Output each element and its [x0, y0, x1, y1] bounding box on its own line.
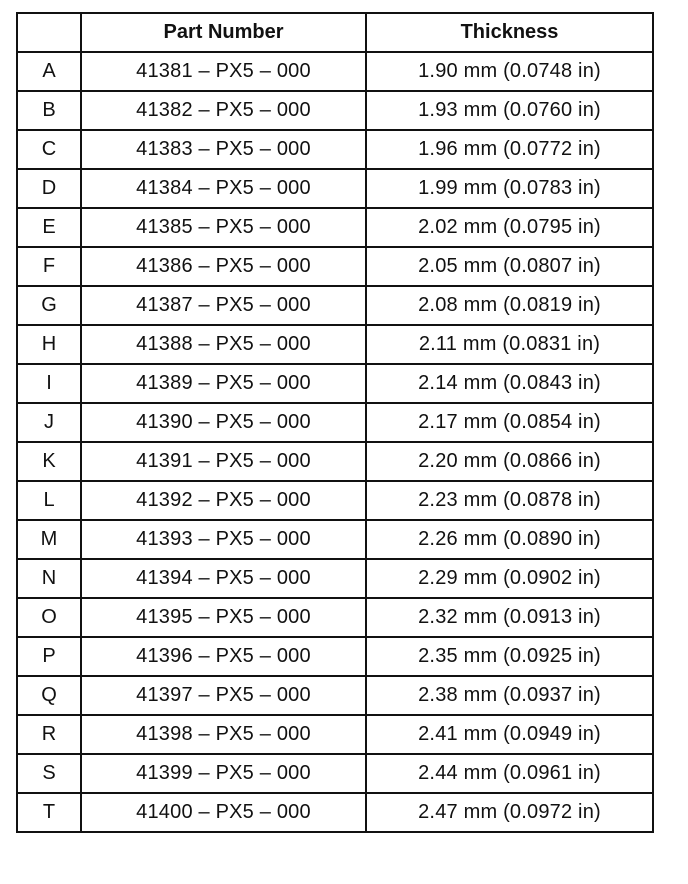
row-letter-cell: K — [17, 442, 81, 481]
part-number-cell: 41382 – PX5 – 000 — [81, 91, 366, 130]
table-row — [17, 520, 653, 559]
row-letter-cell: E — [17, 208, 81, 247]
part-number-cell: 41393 – PX5 – 000 — [81, 520, 366, 559]
table-row — [17, 754, 653, 793]
row-letter-cell: N — [17, 559, 81, 598]
thickness-cell: 2.02 mm (0.0795 in) — [366, 208, 653, 247]
thickness-cell: 1.93 mm (0.0760 in) — [366, 91, 653, 130]
row-letter-cell: Q — [17, 676, 81, 715]
table-body — [17, 52, 653, 832]
part-number-cell: 41399 – PX5 – 000 — [81, 754, 366, 793]
row-letter-cell: A — [17, 52, 81, 91]
thickness-cell: 2.29 mm (0.0902 in) — [366, 559, 653, 598]
column-header-thickness: Thickness — [366, 13, 653, 52]
row-letter-cell: L — [17, 481, 81, 520]
table-row — [17, 676, 653, 715]
row-letter-cell: D — [17, 169, 81, 208]
thickness-cell: 2.17 mm (0.0854 in) — [366, 403, 653, 442]
part-number-cell: 41385 – PX5 – 000 — [81, 208, 366, 247]
row-letter-cell: S — [17, 754, 81, 793]
part-number-cell: 41397 – PX5 – 000 — [81, 676, 366, 715]
part-number-cell: 41383 – PX5 – 000 — [81, 130, 366, 169]
row-letter-cell: P — [17, 637, 81, 676]
table-row — [17, 169, 653, 208]
row-letter-cell: M — [17, 520, 81, 559]
table-row — [17, 52, 653, 91]
row-letter-cell: J — [17, 403, 81, 442]
table-row — [17, 364, 653, 403]
thickness-cell: 2.47 mm (0.0972 in) — [366, 793, 653, 832]
thickness-cell: 2.08 mm (0.0819 in) — [366, 286, 653, 325]
table-row — [17, 637, 653, 676]
thickness-cell: 2.05 mm (0.0807 in) — [366, 247, 653, 286]
table-row — [17, 325, 653, 364]
row-letter-cell: I — [17, 364, 81, 403]
shim-thickness-table — [16, 12, 654, 833]
row-letter-cell: H — [17, 325, 81, 364]
row-letter-cell: C — [17, 130, 81, 169]
thickness-cell: 2.14 mm (0.0843 in) — [366, 364, 653, 403]
part-number-cell: 41388 – PX5 – 000 — [81, 325, 366, 364]
column-header-letter — [17, 13, 81, 52]
part-number-cell: 41395 – PX5 – 000 — [81, 598, 366, 637]
thickness-cell: 2.23 mm (0.0878 in) — [366, 481, 653, 520]
thickness-cell: 2.38 mm (0.0937 in) — [366, 676, 653, 715]
part-number-cell: 41396 – PX5 – 000 — [81, 637, 366, 676]
table-row — [17, 559, 653, 598]
row-letter-cell: R — [17, 715, 81, 754]
part-number-cell: 41386 – PX5 – 000 — [81, 247, 366, 286]
thickness-cell: 2.32 mm (0.0913 in) — [366, 598, 653, 637]
table-row — [17, 481, 653, 520]
part-number-cell: 41381 – PX5 – 000 — [81, 52, 366, 91]
table-row — [17, 715, 653, 754]
thickness-cell: 2.20 mm (0.0866 in) — [366, 442, 653, 481]
table-row — [17, 598, 653, 637]
thickness-cell: 2.41 mm (0.0949 in) — [366, 715, 653, 754]
part-number-cell: 41384 – PX5 – 000 — [81, 169, 366, 208]
thickness-cell: 1.96 mm (0.0772 in) — [366, 130, 653, 169]
table-row — [17, 793, 653, 832]
row-letter-cell: F — [17, 247, 81, 286]
table-row — [17, 130, 653, 169]
part-number-cell: 41387 – PX5 – 000 — [81, 286, 366, 325]
part-number-cell: 41389 – PX5 – 000 — [81, 364, 366, 403]
thickness-cell: 2.35 mm (0.0925 in) — [366, 637, 653, 676]
thickness-cell: 2.26 mm (0.0890 in) — [366, 520, 653, 559]
column-header-part-number: Part Number — [81, 13, 366, 52]
row-letter-cell: G — [17, 286, 81, 325]
row-letter-cell: B — [17, 91, 81, 130]
table-row — [17, 91, 653, 130]
table-row — [17, 403, 653, 442]
header-row — [17, 13, 653, 52]
table-row — [17, 208, 653, 247]
thickness-cell: 2.11 mm (0.0831 in) — [366, 325, 653, 364]
part-number-cell: 41394 – PX5 – 000 — [81, 559, 366, 598]
part-number-cell: 41400 – PX5 – 000 — [81, 793, 366, 832]
thickness-cell: 2.44 mm (0.0961 in) — [366, 754, 653, 793]
table-row — [17, 442, 653, 481]
part-number-cell: 41392 – PX5 – 000 — [81, 481, 366, 520]
part-number-cell: 41390 – PX5 – 000 — [81, 403, 366, 442]
table-row — [17, 286, 653, 325]
part-number-cell: 41391 – PX5 – 000 — [81, 442, 366, 481]
thickness-cell: 1.90 mm (0.0748 in) — [366, 52, 653, 91]
table-row — [17, 247, 653, 286]
row-letter-cell: T — [17, 793, 81, 832]
thickness-cell: 1.99 mm (0.0783 in) — [366, 169, 653, 208]
part-number-cell: 41398 – PX5 – 000 — [81, 715, 366, 754]
row-letter-cell: O — [17, 598, 81, 637]
